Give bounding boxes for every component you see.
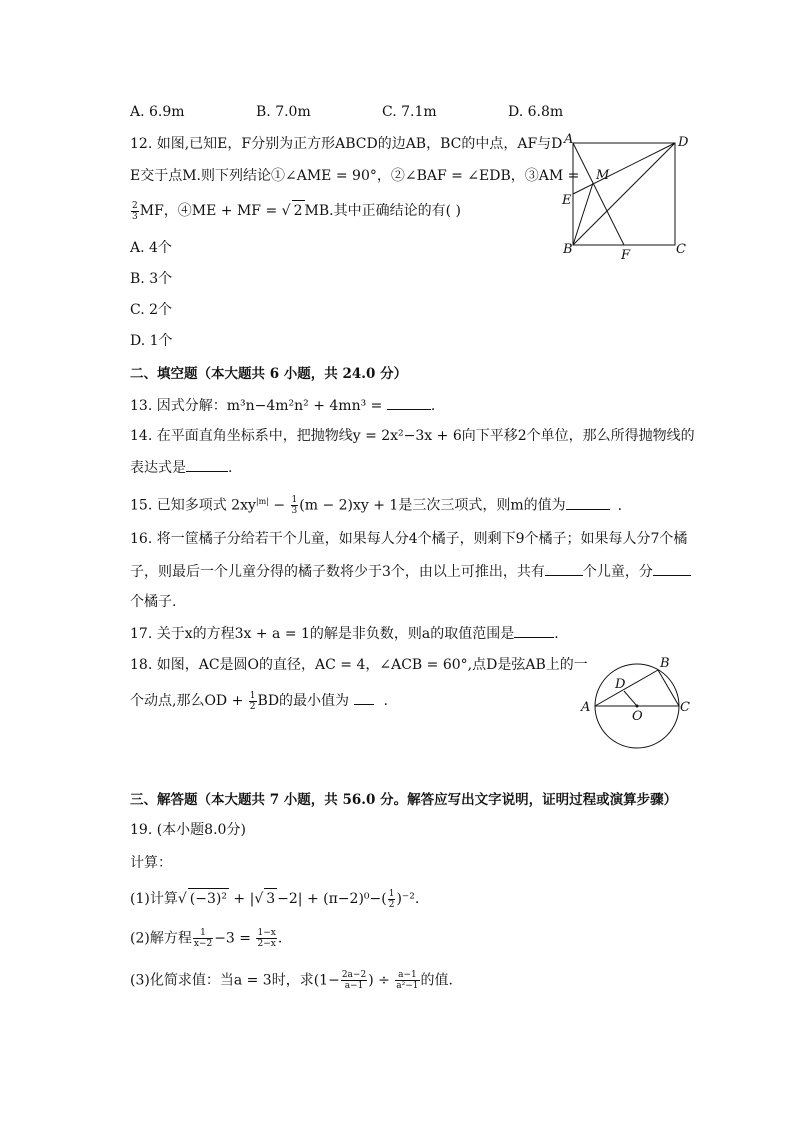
q12-option-a: A. 4个 (130, 240, 172, 256)
q19-part-1: (1)计算√ (−3)² + |√ 3 −2| + (π−2)⁰−( $\frac{1}{2}$ )⁻². (130, 888, 420, 910)
q12-option-c: C. 2个 (130, 302, 173, 318)
q15-answer-blank (566, 495, 610, 510)
q16-line-1: 16. 将一筐橘子分给若干个儿童，如果每人分4个橘子，则剩下9个橘子；如果每人分7个橘 (130, 531, 688, 547)
q11-option-b: B. 7.0m (256, 104, 311, 120)
label-a: A (564, 132, 574, 147)
q19-p3-fraction-2: $\frac{a-1}{\text{a²−1}}$ (396, 970, 419, 991)
q18-line-2: 个动点,那么OD + $\frac{1}{2}$ BD的最小值为 . (130, 690, 388, 712)
label-d: D (615, 677, 626, 692)
label-b: B (563, 242, 573, 257)
label-o: O (632, 709, 643, 724)
q14-answer-blank (186, 457, 228, 472)
label-f: F (621, 248, 631, 262)
q12-option-d: D. 1个 (130, 333, 173, 349)
q19-p2-fraction-1: $\frac{1}{x-2}$ (193, 928, 213, 949)
q12-option-b: B. 3个 (130, 271, 173, 287)
label-b: B (660, 656, 670, 671)
segment-ed (573, 143, 675, 194)
chord-bc (658, 670, 679, 706)
q19-heading: 19. (本小题8.0分) (130, 822, 246, 838)
chord-ab (595, 670, 658, 706)
q11-option-c: C. 7.1m (382, 104, 437, 120)
segment-af (573, 143, 624, 245)
sqrt-neg3-squared: (−3)² (188, 888, 229, 909)
q18-fraction: $\frac{1}{2}$ (249, 690, 256, 712)
q12-line-1: 12. 如图,已知E，F分别为正方形ABCD的边AB，BC的中点，AF与D (130, 136, 563, 152)
label-c: C (676, 242, 686, 257)
q19-part-3: (3)化简求值：当a = 3时，求(1− $\frac{2a-2}{a-1}$ ) ÷ $\frac{a-1}{\text{a²−1}}$ 的值. (130, 970, 453, 991)
q16-blank-1 (545, 561, 583, 576)
q18-answer-blank (354, 690, 374, 705)
square-figure (555, 130, 695, 262)
q16-line-2: 子，则最后一个儿童分得的橘子数将少于3个，由以上可推出，共有 个儿童，分 (130, 561, 691, 582)
label-a: A (581, 700, 591, 715)
q17: 17. 关于x的方程3x + a = 1的解是非负数，则a的取值范围是 . (130, 623, 559, 644)
label-e: E (562, 193, 572, 208)
segment-od (624, 691, 637, 706)
section-2-heading: 二、填空题（本大题共 6 小题，共 24.0 分） (130, 366, 408, 382)
q12-line-2: E交于点M.则下列结论①∠AME = 90°，②∠BAF = ∠EDB，③AM = (130, 168, 580, 184)
q12-sqrt: 2 (292, 200, 305, 221)
q13-answer-blank (387, 395, 431, 410)
q17-answer-blank (514, 623, 554, 638)
section-3-heading: 三、解答题（本大题共 7 小题，共 56.0 分。解答应写出文字说明，证明过程或演算步骤） (130, 792, 678, 808)
q15: 15. 已知多项式 $2xy^{|m|}$ − $\frac{1}{3}$ (m − 2)xy + 1是三次三项式，则m的值为 . (130, 495, 623, 517)
label-m: M (596, 168, 610, 183)
q19-p3-fraction-1: $\frac{2a-2}{a-1}$ (341, 970, 367, 991)
q16-line-3: 个橘子. (130, 594, 177, 610)
q15-fraction: $\frac{1}{3}$ (291, 495, 298, 517)
q19-part-2: (2)解方程 $\frac{1}{x-2}$ −3 = $\frac{1-x}{2-x}$ . (130, 928, 283, 949)
q14-line-1: 14. 在平面直角坐标系中，把抛物线y = 2x²−3x + 6向下平移2个单位，那么所得抛物线的 (130, 428, 695, 444)
q12-fraction: $\frac{2}{3}$ (132, 200, 138, 222)
q19-p2-fraction-2: $\frac{1-x}{2-x}$ (257, 928, 276, 949)
sqrt-3: 3 (264, 888, 277, 909)
q11-option-a: A. 6.9m (130, 104, 185, 120)
circle-figure (578, 652, 698, 754)
q13: 13. 因式分解：m³n−4m²n² + 4mn³ = . (130, 395, 435, 416)
center-point (636, 705, 639, 708)
q18-line-1: 18. 如图，AC是圆O的直径，AC = 4，∠ACB = 60°,点D是弦AB上的一 (130, 657, 588, 673)
q11-option-d: D. 6.8m (508, 104, 564, 120)
label-c: C (680, 700, 690, 715)
q12-line-3: $\frac{2}{3}$ MF，④ME + MF = √ 2 MB.其中正确结论的有( ) (132, 200, 461, 222)
q19-intro: 计算： (130, 855, 172, 871)
label-d: D (678, 135, 689, 150)
diagonal-bd (573, 143, 675, 245)
q16-blank-2 (653, 561, 691, 576)
q19-p1-fraction: $\frac{1}{2}$ (388, 888, 395, 910)
q14-line-2: 表达式是 . (130, 457, 232, 478)
